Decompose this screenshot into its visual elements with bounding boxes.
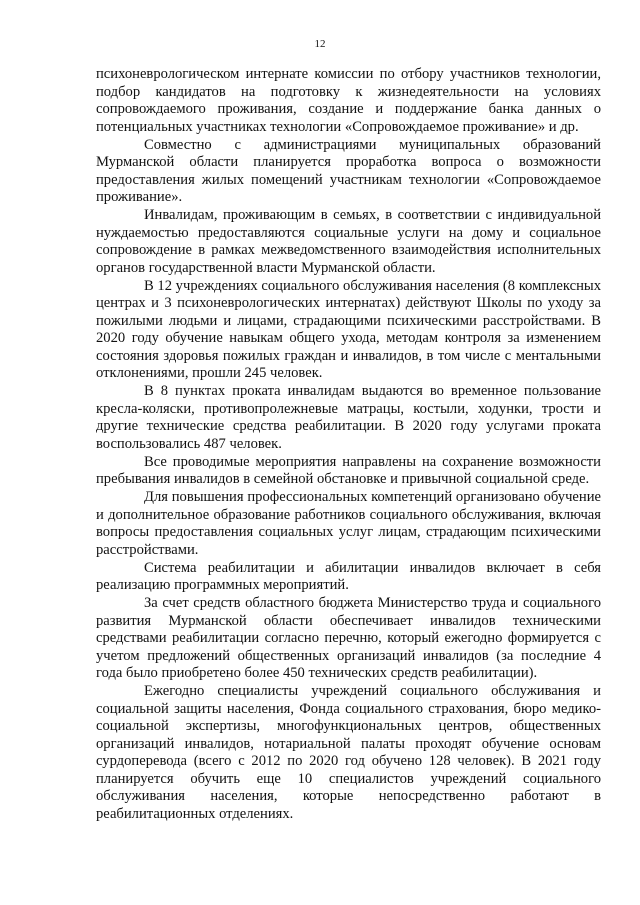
paragraph: Инвалидам, проживающим в семьях, в соответствии с индивидуальной нуждаемостью предоставляются социальные услуги на дому и социальное сопровождение в рамках межведомственного взаимодействия исполнительных органов государственной власти Мурманской области. [96, 207, 601, 276]
paragraph-continued: психоневрологическом интернате комиссии по отбору участников технологии, подбор кандидатов на подготовку к жизнедеятельности на условиях сопровождаемого проживания, создание и поддержание банка данных о потенциальных участниках технологии «Сопровождаемое проживание» и др. [96, 66, 601, 135]
paragraph: Совместно с администрациями муниципальных образований Мурманской области планируется проработка вопроса о возможности предоставления жилых помещений участникам технологии «Сопровождаемое проживание». [96, 136, 601, 205]
paragraph: Для повышения профессиональных компетенций организовано обучение и дополнительное образование работников социального обслуживания, включая вопросы предоставления социальных услуг лицам, страдающим психическими расстройствами. [96, 489, 601, 558]
paragraph: В 8 пунктах проката инвалидам выдаются во временное пользование кресла-коляски, противопролежневые матрацы, костыли, ходунки, трости и другие технические средства реабилитации. В 2020 году услугами проката воспользовались 487 человек. [96, 383, 601, 452]
paragraph: Ежегодно специалисты учреждений социального обслуживания и социальной защиты населения, Фонда социального страхования, бюро медико-социальной экспертизы, многофункциональных центров, общественных организаций инвалидов, нотариальной палаты проходят обучение основам сурдоперевода (всего с 2012 по 2020 год обучено 128 человек). В 2021 году планируется обучить еще 10 специалистов учреждений социального обслуживания населения, которые непосредственно работают в реабилитационных отделениях. [96, 683, 601, 822]
page-number: 12 [314, 38, 326, 50]
paragraph: В 12 учреждениях социального обслуживания населения (8 комплексных центрах и 3 психоневрологических интернатах) действуют Школы по уходу за пожилыми людьми и лицами, страдающими психическими расстройствами. В 2020 году обучение навыкам общего ухода, методам контроля за изменением состояния здоровья пожилых граждан и инвалидов, в том числе с ментальными отклонениями, прошли 245 человек. [96, 277, 601, 381]
paragraph: Все проводимые мероприятия направлены на сохранение возможности пребывания инвалидов в семейной обстановке и привычной социальной среде. [96, 453, 601, 487]
paragraph: Система реабилитации и абилитации инвалидов включает в себя реализацию программных мероприятий. [96, 559, 601, 593]
body-text [96, 66, 601, 824]
paragraph: За счет средств областного бюджета Министерство труда и социального развития Мурманской области обеспечивает инвалидов техническими средствами реабилитации согласно перечню, который ежегодно формируется с учетом предложений общественных организаций инвалидов (за последние 4 года было приобретено более 450 технических средств реабилитации). [96, 595, 601, 681]
